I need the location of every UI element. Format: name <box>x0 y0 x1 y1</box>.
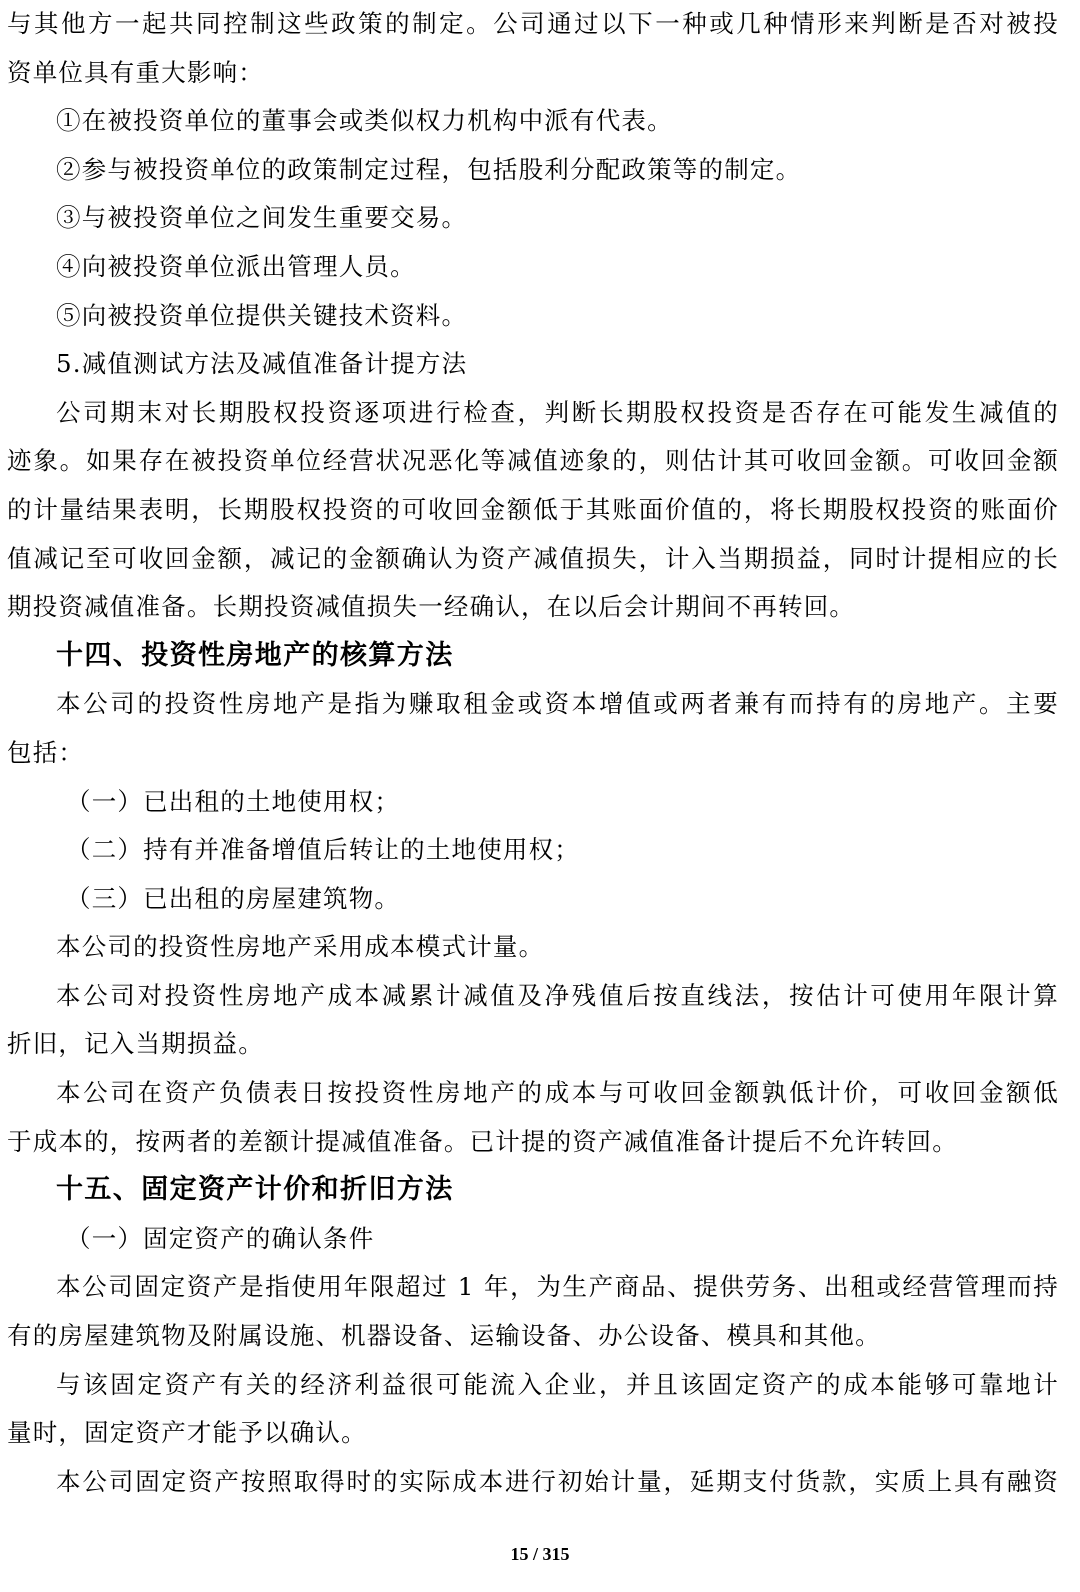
text-line: 本公司对投资性房地产成本减累计减值及净残值后按直线法，按估计可使用年限计算 <box>56 980 1059 1010</box>
list-item: （一）已出租的土地使用权； <box>66 786 401 816</box>
list-item: ③与被投资单位之间发生重要交易。 <box>56 203 468 233</box>
text-line: 资单位具有重大影响： <box>7 57 264 87</box>
subheading: 5.减值测试方法及减值准备计提方法 <box>56 349 468 379</box>
text-line: 的计量结果表明，长期股权投资的可收回金额低于其账面价值的，将长期股权投资的账面价 <box>7 494 1059 524</box>
text-line: 包括： <box>7 737 85 767</box>
text-line: 期投资减值准备。长期投资减值损失一经确认，在以后会计期间不再转回。 <box>7 592 856 622</box>
text-line: 于成本的，按两者的差额计提减值准备。已计提的资产减值准备计提后不允许转回。 <box>7 1126 958 1156</box>
section-heading: 十四、投资性房地产的核算方法 <box>56 639 454 671</box>
text-line: 折旧，记入当期损益。 <box>7 1029 264 1059</box>
text-line: 有的房屋建筑物及附属设施、机器设备、运输设备、办公设备、模具和其他。 <box>7 1321 881 1351</box>
text-line: 公司期末对长期股权投资逐项进行检查，判断长期股权投资是否存在可能发生减值的 <box>56 397 1059 427</box>
text-line: 本公司固定资产按照取得时的实际成本进行初始计量，延期支付货款，实质上具有融资 <box>56 1466 1059 1496</box>
list-item: （二）持有并准备增值后转让的土地使用权； <box>66 835 580 865</box>
list-item: ④向被投资单位派出管理人员。 <box>56 251 416 281</box>
text-line: 值减记至可收回金额，减记的金额确认为资产减值损失，计入当期损益，同时计提相应的长 <box>7 543 1059 573</box>
text-line: 迹象。如果存在被投资单位经营状况恶化等减值迹象的，则估计其可收回金额。可收回金额 <box>7 446 1059 476</box>
document-page <box>7 0 1059 1506</box>
list-item: ②参与被投资单位的政策制定过程，包括股利分配政策等的制定。 <box>56 154 802 184</box>
page-number: 15 / 315 <box>510 1544 570 1564</box>
section-heading: 十五、固定资产计价和折旧方法 <box>56 1174 454 1206</box>
text-line: 本公司的投资性房地产是指为赚取租金或资本增值或两者兼有而持有的房地产。主要 <box>56 689 1059 719</box>
text-line: 与该固定资产有关的经济利益很可能流入企业，并且该固定资产的成本能够可靠地计 <box>56 1369 1059 1399</box>
text-line: 本公司固定资产是指使用年限超过 1 年，为生产商品、提供劳务、出租或经营管理而持 <box>56 1272 1059 1302</box>
list-item: （三）已出租的房屋建筑物。 <box>66 883 401 913</box>
list-item: ①在被投资单位的董事会或类似权力机构中派有代表。 <box>56 106 673 136</box>
text-line: 量时，固定资产才能予以确认。 <box>7 1418 367 1448</box>
subheading: （一）固定资产的确认条件 <box>66 1223 375 1253</box>
list-item: ⑤向被投资单位提供关键技术资料。 <box>56 300 468 330</box>
text-line: 与其他方一起共同控制这些政策的制定。公司通过以下一种或几种情形来判断是否对被投 <box>7 9 1059 38</box>
text-line: 本公司在资产负债表日按投资性房地产的成本与可收回金额孰低计价，可收回金额低 <box>56 1078 1059 1108</box>
text-line: 本公司的投资性房地产采用成本模式计量。 <box>56 932 545 962</box>
